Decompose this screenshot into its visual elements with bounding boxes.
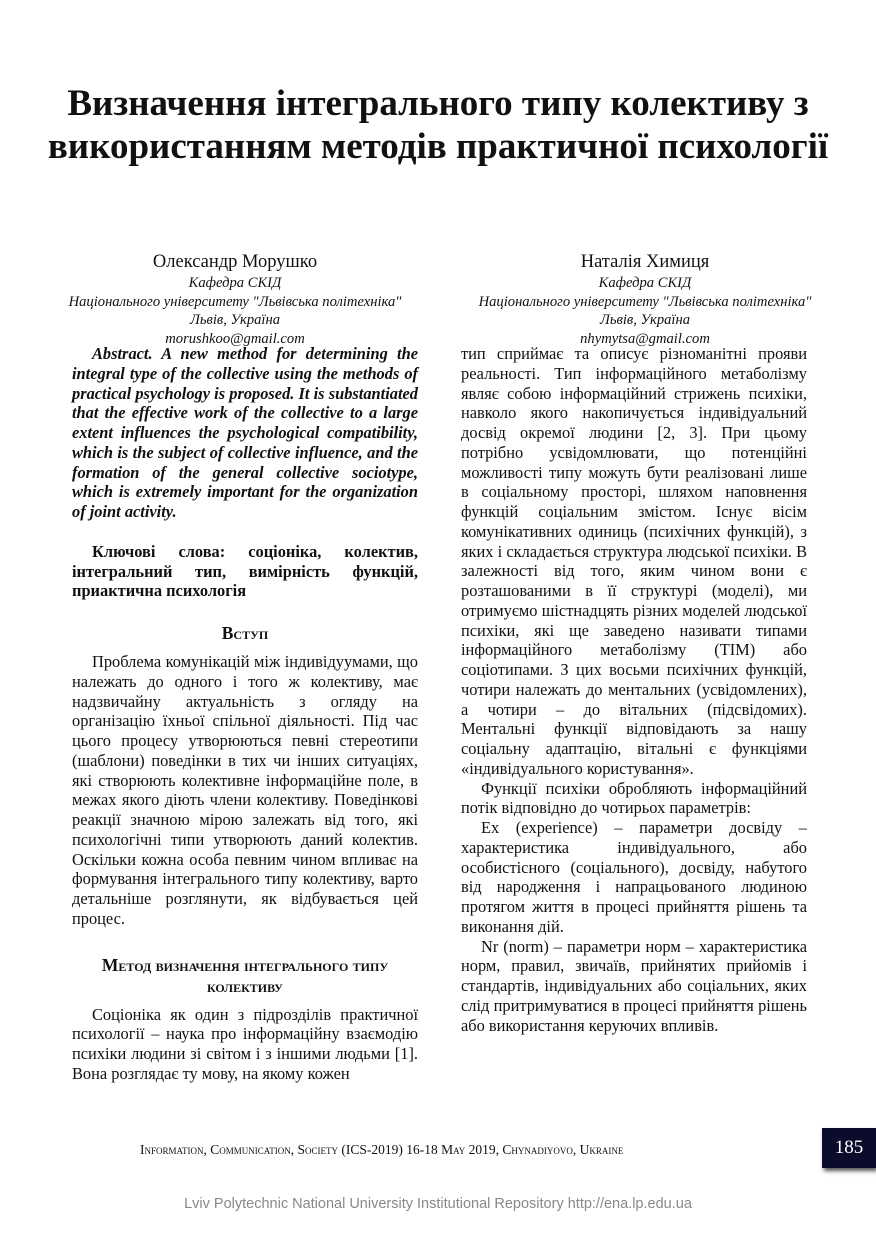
right-column (461, 344, 807, 1035)
author-email[interactable]: morushkoo@gmail.com (165, 330, 305, 347)
repository-watermark: Lviv Polytechnic National University Institutional Repository http://ena.lp.edu.ua (184, 1196, 692, 1212)
keywords: Ключові слова: соціоніка, колектив, інтегральний тип, вимірність функцій, приактична психологія (72, 541, 418, 601)
paragraph: тип сприймає та описує різноманітні прояви реальності. Тип інформаційного метаболізму являє собою інформаційний стрижень психіки, навколо якого накопичується індивідуальний досвід окремої людини [2, 3]. При цьому потрібно усвідомлювати, що потенційні можливості типу можуть бути реалізовані лише в соціальному просторі, шляхом наповнення функцій соціальним змістом. Існує вісім комунікативних одиниць (психічних функцій), з яких і складається структура людської психіки. В залежності від того, яким чином вони є розташованими в її структурі (моделі), ми отримуємо шістнадцять різних моделей людської психіки, які ще заведено називати типами інформаційного метаболізму (ТІМ) або соціотипами. З цих восьми психічних функцій, чотири належать до ментальних (усвідомлених), а чотири – до вітальних (підсвідомих). Ментальні функції відповідають за нашу соціальну адаптацію, вітальні є функціями «індивідуального користування». (461, 344, 807, 778)
paragraph: Соціоніка як один з підрозділів практичної психології – наука про інформаційну взаємодію психіки людини зі світом і з іншими людьми [1]. Вона розглядає ту мову, на якому кожен (72, 1004, 418, 1083)
paragraph: Функції психіки обробляють інформаційний потік відповідно до чотирьох параметрів: (461, 778, 807, 818)
paragraph: Проблема комунікацій між індивідуумами, що належать до одного і того ж колективу, має надзвичайну актуальність з огляду на організацію їхньої спільної діяльності. Під час цього процесу утворюються певні стереотипи (шаблони) поведінки в тих чи інших ситуаціях, які створюють колективне інформаційне поле, в межах якого діють члени колективу. Поведінкові реакції значною мірою залежать від того, які психологічні типи утворюють даний колектив. Оскільки кожна особа певним чином впливає на формування інтегрального типу колективу, варто детальніше розглянути, як відбувається цей процес. (72, 652, 418, 928)
paper-title: Визначення інтегрального типу колективу з використанням методів практичної психології (47, 83, 829, 167)
author-city: Львів, Україна (189, 312, 280, 328)
author-university: Національного університету "Львівська політехніка" (478, 293, 812, 310)
conference-footer: Information, Communication, Society (ICS-2019) 16-18 May 2019, Chynadiyovo, Ukraine (140, 1142, 624, 1157)
section-heading: Метод визначення інтегрального типу колективу (101, 954, 389, 996)
author-department: Кафедра СКІД (188, 275, 282, 291)
author-email[interactable]: nhymytsa@gmail.com (580, 330, 710, 347)
author-name: Олександр Морушко (152, 252, 318, 272)
author-city: Львів, Україна (599, 312, 690, 328)
author-block-1 (35, 250, 435, 348)
author-name: Наталія Химиця (580, 252, 710, 272)
paragraph: Nr (norm) – параметри норм – характеристика норм, правил, звичаїв, прийнятих прийомів і стандартів, індивідуальних або соціальних, яких слід притримуватися в процесі прийняття рішень або використання керуючих впливів. (461, 936, 807, 1035)
abstract: Abstract. A new method for determining the integral type of the collective using the methods of practical psychology is proposed. It is substantiated that the effective work of the collective to a large extent influences the psychological compatibility, which is the subject of collective influence, and the formation of the general collective sociotype, which is extremely important for the organization of joint activity. (72, 344, 418, 521)
author-department: Кафедра СКІД (598, 275, 692, 291)
author-block-2 (445, 250, 845, 348)
section-heading: Вступ (221, 623, 269, 643)
page-number: 185 (822, 1128, 876, 1168)
author-university: Національного університету "Львівська політехніка" (68, 293, 402, 310)
paragraph: Ex (experience) – параметри досвіду – характеристика індивідуального, або особистісного (соціального), досвіду, набутого від народження і напрацьованого людиною протягом життя в процесі прийняття рішень та виконання дій. (461, 818, 807, 936)
left-column (72, 344, 418, 1084)
